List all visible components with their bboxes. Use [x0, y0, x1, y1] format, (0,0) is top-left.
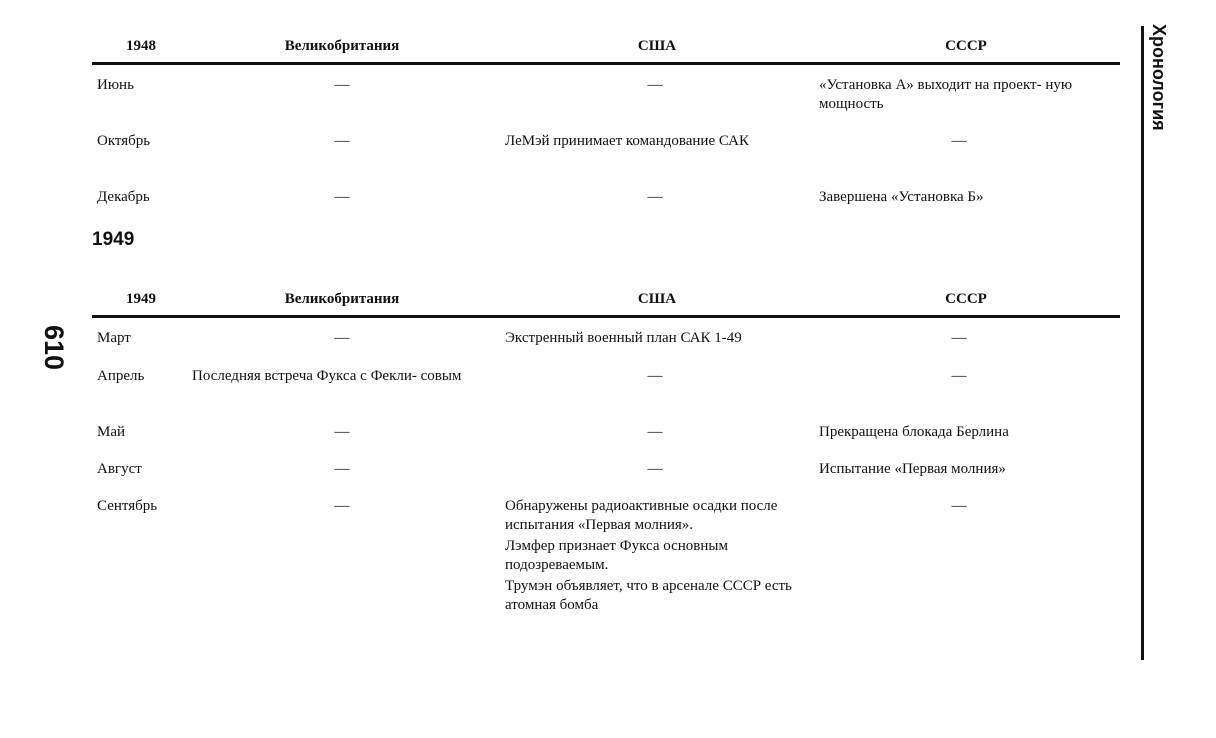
- row-month: Декабрь: [97, 189, 150, 205]
- row-usa: Экстренный военный план САК 1-49: [505, 330, 742, 346]
- header-usa: США: [637, 38, 677, 54]
- row-usa: —: [647, 461, 663, 477]
- header-ussr: СССР: [945, 38, 987, 54]
- row-uk: —: [334, 461, 350, 477]
- header-uk: Великобритания: [284, 38, 400, 54]
- row-usa: —: [647, 368, 663, 384]
- row-month: Октябрь: [97, 133, 151, 149]
- row-uk: —: [334, 189, 350, 205]
- row-usa: —: [647, 77, 663, 93]
- row-ussr: —: [951, 133, 967, 149]
- row-month: Сентябрь: [97, 498, 158, 514]
- row-uk: —: [334, 133, 350, 149]
- row-uk: —: [334, 498, 350, 514]
- row-month: Июнь: [97, 77, 134, 93]
- row-ussr: Испытание «Первая молния»: [819, 461, 1006, 477]
- row-uk: —: [334, 77, 350, 93]
- row-ussr: Прекращена блокада Берлина: [819, 424, 1009, 440]
- row-ussr: —: [951, 368, 967, 384]
- row-month: Август: [97, 461, 142, 477]
- usa-entry: Трумэн объявляет, что в арсенале СССР есть атомная бомба: [505, 578, 792, 613]
- table-1949-header: [92, 291, 1120, 317]
- row-ussr: Завершена «Установка Б»: [819, 189, 984, 205]
- row-usa: —: [647, 424, 663, 440]
- section-heading-1949: 1949: [92, 229, 135, 250]
- row-ussr: «Установка А» выходит на проект- ную мощность: [819, 77, 1073, 112]
- header-rule: [92, 62, 1120, 65]
- row-usa: —: [647, 189, 663, 205]
- side-rule: [1141, 26, 1144, 660]
- row-ussr: —: [951, 498, 967, 514]
- page-number: 610: [39, 325, 69, 371]
- row-ussr: —: [951, 330, 967, 346]
- header-year: 1949: [126, 291, 156, 307]
- row-uk: —: [334, 424, 350, 440]
- row-usa: ЛеМэй принимает командование САК: [505, 133, 749, 149]
- row-uk: —: [334, 330, 350, 346]
- header-usa: США: [637, 291, 677, 307]
- row-month: Май: [97, 424, 126, 440]
- header-ussr: СССР: [945, 291, 987, 307]
- row-month: Март: [97, 330, 131, 346]
- table-1948-header: [92, 38, 1120, 64]
- header-uk: Великобритания: [284, 291, 400, 307]
- row-usa: [505, 497, 805, 615]
- usa-entry: Лэмфер признает Фукса основным подозреваемым.: [505, 538, 728, 573]
- header-rule: [92, 315, 1120, 318]
- running-title: Хронология: [1149, 24, 1169, 131]
- usa-entry: Обнаружены радиоактивные осадки после испытания «Первая молния».: [505, 498, 778, 533]
- header-year: 1948: [126, 38, 156, 54]
- row-uk: Последняя встреча Фукса с Фекли- совым: [192, 368, 462, 384]
- row-month: Апрель: [97, 368, 145, 384]
